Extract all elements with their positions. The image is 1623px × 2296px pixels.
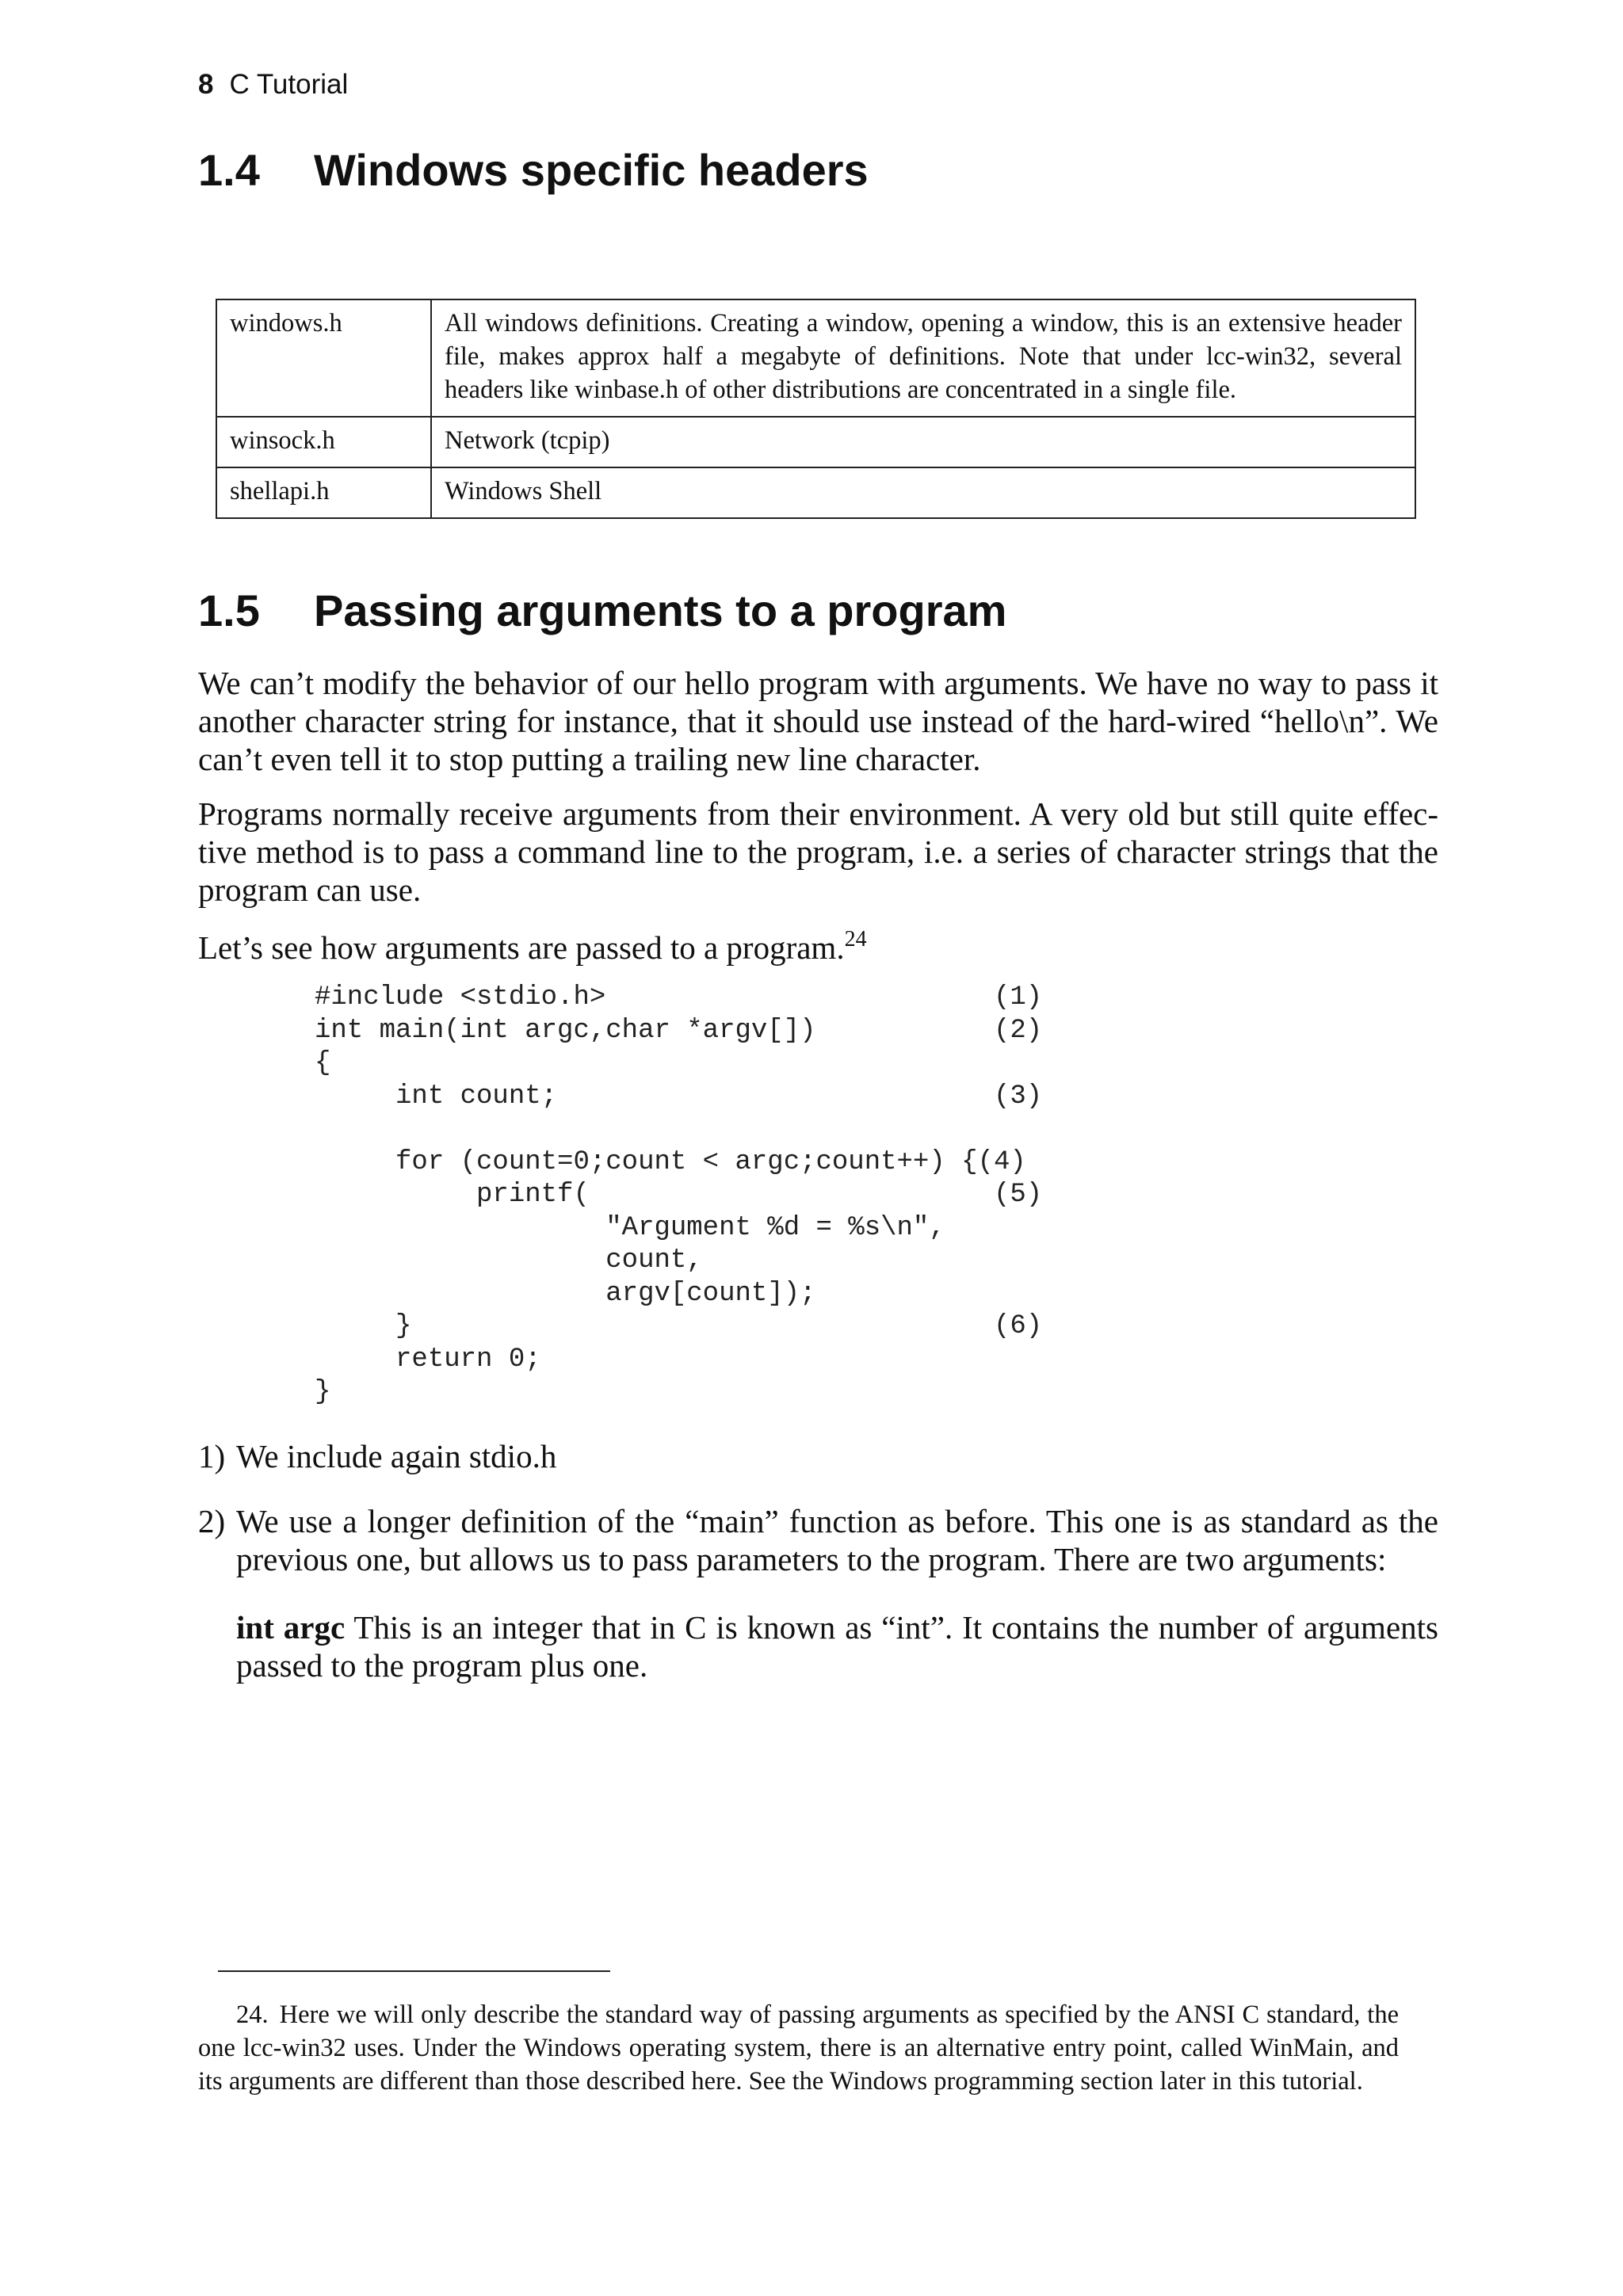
- table-row: [216, 417, 1415, 467]
- footnote-number: 24.: [236, 2000, 269, 2029]
- header-description-cell: Windows Shell: [431, 467, 1415, 518]
- header-description-cell: Network (tcpip): [431, 417, 1415, 467]
- running-head: [198, 67, 348, 103]
- header-name-cell: windows.h: [216, 299, 431, 417]
- header-description-cell: All windows definitions. Creating a window, opening a window, this is an extensive header file, makes approx half a megabyte of definitions. Note that under lcc-win32, several headers like winbase.h of other distributions are concentrated in a single file.: [431, 299, 1415, 417]
- windows-headers-table: [216, 299, 1416, 519]
- section-title: Windows specific headers: [314, 145, 869, 195]
- section-heading-1-5: [198, 583, 1006, 639]
- table-row: [216, 299, 1415, 417]
- list-item-text: We include again stdio.h: [236, 1438, 557, 1474]
- header-name-cell: shellapi.h: [216, 467, 431, 518]
- paragraph: We can’t modify the behavior of our hello program with arguments. We have no way to pass it another character string for instance, that it should use instead of the hard-wired “hello\n”. We can’t even tell it to stop putting a trailing new line character.: [198, 665, 1438, 777]
- list-item: [198, 1502, 1438, 1578]
- argument-description-text: [236, 1608, 1438, 1684]
- footnote: [198, 1998, 1399, 2098]
- footnote-reference: 24: [844, 927, 867, 952]
- footnote-text: Here we will only describe the standard way of passing arguments as specified by the ANSI C standard, the one lcc-win32 uses. Under the Windows operating system, there is an alternative entry point, called WinMain, and its arguments are different than those described here. See the Windows programming section later in this tutorial.: [198, 2000, 1399, 2096]
- page-number: 8: [198, 69, 214, 100]
- paragraph-text: Let’s see how arguments are passed to a program.: [198, 929, 845, 966]
- section-heading-1-4: [198, 143, 869, 198]
- header-name-cell: winsock.h: [216, 417, 431, 467]
- argument-term: int argc: [236, 1609, 346, 1646]
- running-head-title: C Tutorial: [229, 69, 349, 100]
- paragraph: Programs normally receive arguments from their environment. A very old but still quite effec-tive method is to pass a command line to the program, i.e. a series of character strings that the program can use.: [198, 795, 1438, 908]
- argument-description: [198, 1608, 1438, 1684]
- list-item: [198, 1437, 1438, 1475]
- section-number: 1.5: [198, 585, 260, 635]
- code-listing: #include <stdio.h> (1) int main(int argc,char *argv[]) (2) { int count; (3) for (count=0;count < argc;count++) {(4) printf( (5) "Argument %d = %s\n", count, argv[count]); } (6) return 0; }: [315, 982, 1043, 1407]
- paragraph-with-footnote: [198, 929, 1438, 967]
- list-marker: 2): [198, 1503, 226, 1539]
- argument-definition: This is an integer that in C is known as “int”. It contains the number of arguments passed to the program plus one.: [236, 1609, 1438, 1684]
- section-title: Passing arguments to a program: [314, 585, 1007, 635]
- list-marker: 1): [198, 1438, 226, 1474]
- footnote-rule: [218, 1970, 610, 1972]
- list-item-text: We use a longer definition of the “main” function as before. This one is as standard as the previous one, but allows us to pass parameters to the program. There are two arguments:: [236, 1503, 1438, 1577]
- section-number: 1.4: [198, 145, 260, 195]
- table-row: [216, 467, 1415, 518]
